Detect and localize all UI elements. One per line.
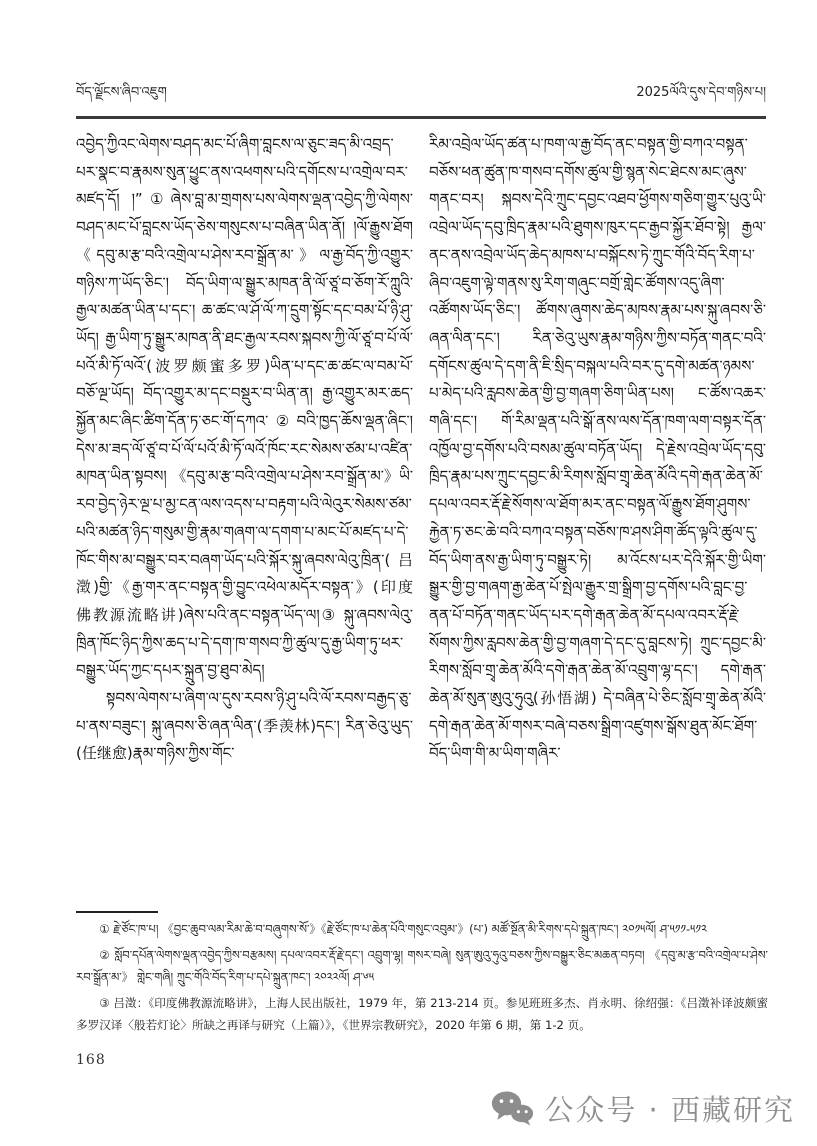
column-right (429, 131, 766, 909)
body-paragraph-2-start: སྟབས་ལེགས་པ་ཞིག་ལ་དུས་རབས་ཉི་ཤུ་པའི་ལོ་རབས་བརྒྱད་ཅུ་པ་ནས་བཟུང་། སྐུ་ཞབས་ཅི་ཞན་ལིན་(季羡林)དང་། རིན་ཅེའུ་ཡུད་(任继愈)རྣམ་གཉིས་ཀྱིས་གོང་ (76, 689, 413, 763)
watermark (490, 1086, 795, 1130)
watermark-text: 公众号 · 西藏研究 (544, 1092, 795, 1127)
footnote-3: ③ 吕澂：《印度佛教源流略讲》，上海人民出版社，1979 年，第 213-214 页。参见班班多杰、肖永明、徐绍强：《吕澂补译波颇蜜多罗汉译〈般若灯论〉所缺之再译与研究（上篇）》，《世界宗教研究》，2020 年第 6 期，第 1-2 页。 (76, 995, 768, 1032)
footnote-2: ② སློབ་དཔོན་ལེགས་ལྡན་འབྱེད་ཀྱིས་བརྩམས། དཔལ་འབར་རྡོ་རྗེ་དང་། འབྲུག་ལྷ། གསར་བཞེ། སུན་ཨུའུ་ཧུའུ་བཅས་ཀྱིས་བསྒྱུར་ཅིང་མཆན་བཏབ། 《དབུ་མ་རྩ་བའི་འགྲེལ་པ་ཤེས་རབ་སྒྲོན་མ་》 གླེང་གཞི། ཀྲུང་གོའི་བོད་རིག་པ་དཔེ་སྐྲུན་ཁང་། ༢༠༢༢ལོ། ཤ་༦༥ (76, 947, 768, 984)
body-paragraph-2-continued: རིམ་འབྲེལ་ཡོད་ཚན་པ་ཁག་ལ་རྒྱ་བོད་ནང་བསྟན་གྱི་བཀའ་བསྟན་བཅོས་ཕན་ཚུན་ཁ་གསབ་དགོས་ཚུལ་གྱི་སྙན་སེང་ཐེངས་མང་ཞུས་གནང་བར། སྐབས་དེའི་ཀྲུང་དབྱང་འཐབ་ཕྱོགས་གཅིག་གྱུར་པུའུ་ཡི་འབྲེལ་ཡོད་དབུ་ཁྲིད་རྣམ་པའི་ཐུགས་ཁུར་དང་རྒྱབ་སྐྱོར་ཐོབ་སྟེ། རྒྱལ་ནང་ནས་འབྲེལ་ཡོད་ཆེད་མཁས་པ་བསྐོངས་ཏེ་ཀྲུང་གོའི་བོད་རིག་པ་ཞིབ་འཇུག་ལྟེ་གནས་སུ་རིག་གཞུང་བགྲོ་གླེང་ཚོགས་འདུ་ཞིག་འཚོགས་ཡོད་ཅིང་། ཚོགས་ཞུགས་ཆེད་མཁས་རྣམ་པས་སྐུ་ཞབས་ཅི་ཞན་ལིན་དང་། རིན་ཅེའུ་ཡུས་རྣམ་གཉིས་ཀྱིས་བཏོན་གནང་བའི་དགོངས་ཚུལ་དེ་དག་ནི་ཇི་སྲིད་བསྐལ་པའི་བར་དུ་དགེ་མཚན་ཉམས་པ་མེད་པའི་རླབས་ཆེན་གྱི་བྱ་གཞག་ཅིག་ཡིན་པས། ང་ཚོས་འཆར་གཞི་དང་། གོ་རིམ་ལྡན་པའི་སྒོ་ནས་ལས་དོན་ཁག་ལག་བསྟར་དོན་འཁྱོལ་བྱ་དགོས་པའི་བསམ་ཚུལ་བཏོན་ཡོད། དེ་རྗེས་འབྲེལ་ཡོད་དབུ་ཁྲིད་རྣམ་པས་ཀྲུང་དབྱང་མི་རིགས་སློབ་གྲྭ་ཆེན་མོའི་དགེ་རྒན་ཆེན་མོ་དཔལ་འབར་རྡོ་རྗེ་སོགས་ལ་ཐོག་མར་ནང་བསྟན་ལོ་རྒྱུས་ཐོག་ཤུགས་རྐྱེན་ཏ་ཅང་ཆེ་བའི་བཀའ་བསྟན་བཅོས་ཁ་ཤས་ཤིག་ཚོད་ལྟའི་ཚུལ་དུ་བོད་ཡིག་ནས་རྒྱ་ཡིག་ཏུ་བསྒྱུར་ཏེ། མ་འོངས་པར་དེའི་སྐོར་གྱི་ཡིག་སྒྱུར་གྱི་བྱ་གཞག་རྒྱ་ཆེན་པོ་སྤེལ་རྒྱུར་གྲ་སྒྲིག་བྱ་དགོས་པའི་བླང་བྱ་ནན་པོ་བཏོན་གནང་ཡོད་པར་དགེ་རྒན་ཆེན་མོ་དཔལ་འབར་རྡོ་རྗེ་སོགས་ཀྱིས་རླབས་ཆེན་གྱི་བྱ་གཞག་དེ་དང་དུ་བླངས་ཏེ། ཀྲུང་དབྱང་མི་རིགས་སློབ་གྲྭ་ཆེན་མོའི་དགེ་རྒན་ཆེན་མོ་འབྲུག་ལྷ་དང་། དགེ་རྒན་ཆེན་མོ་སུན་ཨུའུ་ཧུའུ(孙悟湖) དེ་བཞིན་པེ་ཅིང་སློབ་གྲྭ་ཆེན་མོའི་དགེ་རྒན་ཆེན་མོ་གསར་བཞེ་བཅས་སྒྲིག་འཛུགས་སྒོས་ཐུན་མོང་ཐོག་བོད་ཡིག་གི་མ་ཡིག་གཞིར་ (429, 135, 766, 763)
footnote-divider (76, 911, 158, 913)
body-columns (76, 131, 766, 909)
footnotes (76, 918, 768, 1040)
header-rule (76, 116, 766, 119)
wechat-icon (490, 1089, 534, 1127)
issue-label: 2025ལོའི་དུས་དེབ་གཉིས་པ། (636, 85, 766, 100)
footnote-1: ① རྗེ་ཙོང་ཁ་པ། 《བྱང་ཆུབ་ལམ་རིམ་ཆེ་བ་བཞུགས་སོ་》《རྗེ་ཙོང་ཁ་པ་ཆེན་པོའི་གསུང་འབུམ་》(པ་) མཚོ་སྔོན་མི་རིགས་དཔེ་སྐྲུན་ཁང་། ༢༠༡༥ལོ། ཤ་༥༡༡-༥༡༢ (99, 922, 707, 936)
page-number: 168 (76, 1052, 106, 1068)
running-header (76, 85, 766, 114)
column-left (76, 131, 413, 909)
body-paragraph-1: འབྱེད་ཀྱིའང་ལེགས་བཤད་མང་པོ་ཞིག་བླངས་ལ་ཅུང་ཟད་མི་འབྲད་པར་སྣང་བ་རྣམས་སུན་ཕྱུང་ནས་འཕགས་པའི་དགོངས་པ་འགྲེལ་བར་མཛད་དོ། །”①ཞེས་བླ་མ་གྲགས་པས་ལེགས་ལྡན་འབྱེད་ཀྱི་ལེགས་བཤད་མང་པོ་བླངས་ཡོད་ཅེས་གསུངས་པ་བཞིན་ཡིན་ནོ། །ལོ་རྒྱུས་ཐོག《དབུ་མ་རྩ་བའི་འགྲེལ་པ་ཤེས་རབ་སྒྲོན་མ་》ལ་རྒྱ་བོད་ཀྱི་འགྱུར་གཉིས་ཀ་ཡོད་ཅིང་། བོད་ཡིག་ལ་སྒྱུར་མཁན་ནི་ལོ་ཙཱ་བ་ཅོག་རོ་ཀླུའི་རྒྱལ་མཚན་ཡིན་པ་དང་། ཆ་ཚང་ལ་ཤོ་ལོ་ཀ་དྲུག་སྟོང་དང་བམ་པོ་ཉི་ཤུ་ཡོད། རྒྱ་ཡིག་ཏུ་སྒྱུར་མཁན་ནི་ཐང་རྒྱལ་རབས་སྐབས་ཀྱི་ལོ་ཙཱ་བ་པོ་ལོ་པའོ་མི་ཏོ་ལའོ་(波罗颇蜜多罗)ཡིན་པ་དང་ཆ་ཚང་ལ་བམ་པོ་བཅོ་ལྔ་ཡོད། བོད་འགྱུར་མ་དང་བསྡུར་བ་ཡིན་ན། རྒྱ་འགྱུར་མར་ཆད་སྐྱོན་མང་ཞིང་ཚིག་དོན་ཏ་ཅང་གོ་དཀའ་②བའི་ཁྱད་ཆོས་ལྡན་ཞིང་། དེས་མ་ཟད་ལོ་ཙཱ་བ་པོ་ལོ་པའོ་མི་ཏོ་ལའོ་ཁོང་རང་སེམས་ཙམ་པ་འཛིན་མཁན་ཡིན་སྟབས། 《དབུ་མ་རྩ་བའི་འགྲེལ་པ་ཤེས་རབ་སྒྲོན་མ་》ཡི་རབ་བྱེད་ཉེར་ལྔ་པ་མྱ་ངན་ལས་འདས་པ་བརྟག་པའི་ལེའུར་སེམས་ཙམ་པའི་མཚན་ཉིད་གསུམ་གྱི་རྣམ་གཞག་ལ་དགག་པ་མང་པོ་མཛད་པ་དེ་ཁོང་གིས་མ་བསྒྱུར་བར་བཞག་ཡོད་པའི་སྐོར་སྐུ་ཞབས་ལེའུ་ཁྲིན་(吕澂)གྱི་《རྒྱ་གར་ནང་བསྟན་གྱི་བྱུང་འཕེལ་མདོར་བསྟན་》(印度佛教源流略讲)ཞེས་པའི་ནང་བསྟན་ཡོད་ལ།③ སྐུ་ཞབས་ལེའུ་ཁྲིན་ཁོང་ཉིད་ཀྱིས་ཆད་པ་དེ་དག་ཁ་གསབ་ཀྱི་ཚུལ་དུ་རྒྱ་ཡིག་ཏུ་ཕར་བསྒྱུར་ཡོད་ཀྱང་དཔར་སྐྲུན་བྱ་ཐུབ་མེད། (76, 135, 413, 680)
journal-title: བོད་ལྗོངས་ཞིབ་འཇུག (76, 85, 167, 100)
